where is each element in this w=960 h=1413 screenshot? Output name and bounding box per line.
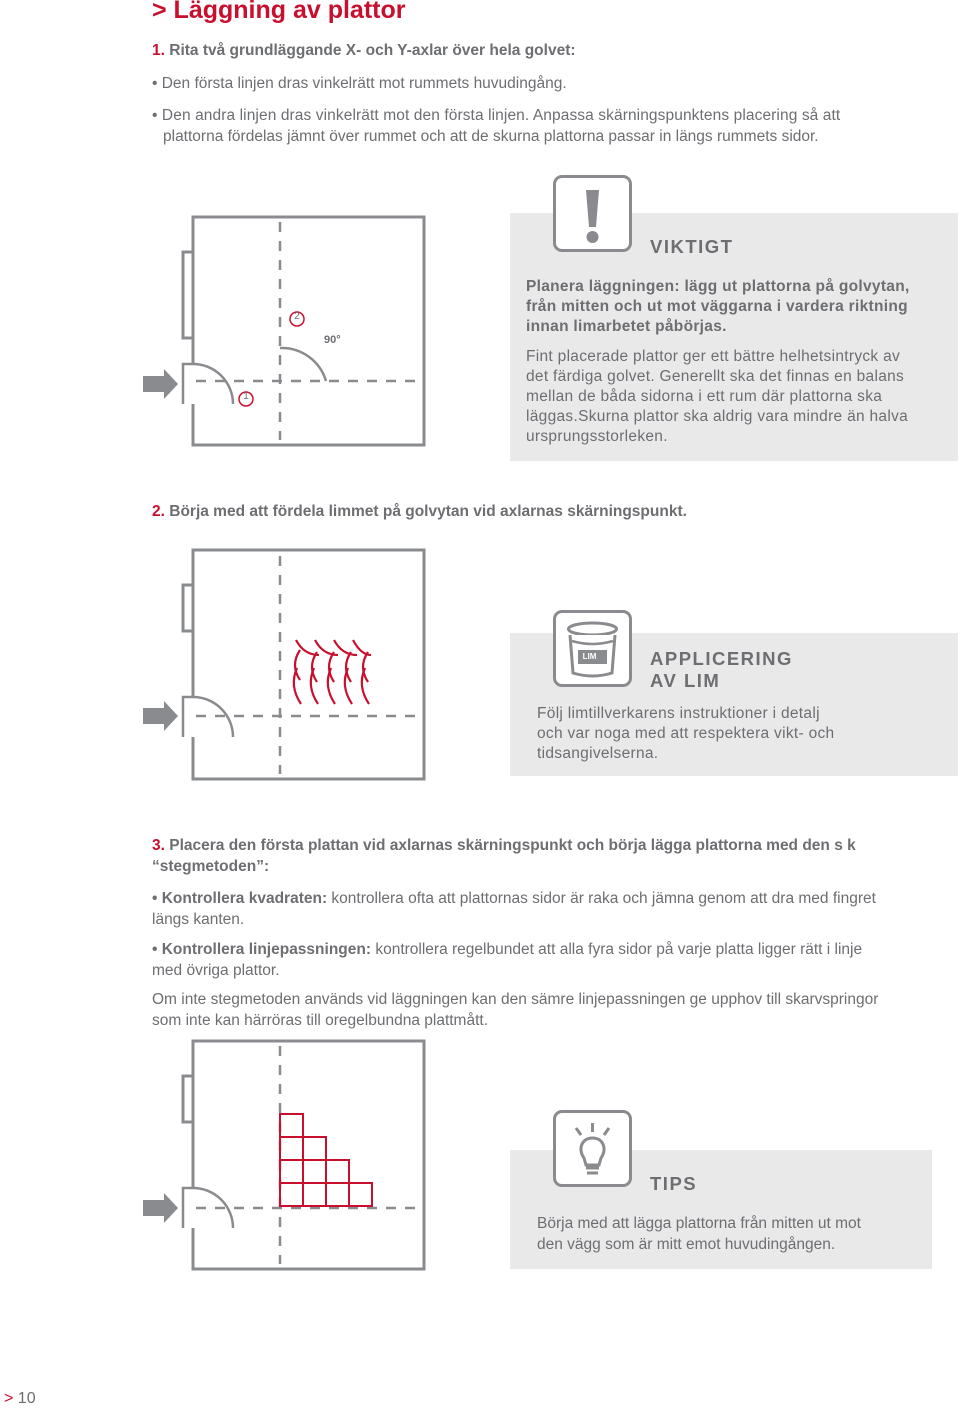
viktigt-bold-line: Planera läggningen: lägg ut plattorna på golvytan, — [526, 278, 910, 295]
tips-line: den vägg som är mitt emot huvudingången. — [537, 1236, 836, 1253]
angle-label: 90° — [324, 334, 341, 346]
step-3-number: 3. — [152, 837, 165, 854]
step-3-text: Placera den första plattan vid axlarnas skärningspunkt och börja lägga plattorna med den s k — [169, 837, 856, 854]
bullet-1-cont: längs kanten. — [152, 911, 245, 928]
step-1-text: Rita två grundläggande X- och Y-axlar över hela golvet: — [169, 42, 576, 59]
step-1-number: 1. — [152, 42, 165, 59]
tips-line: Börja med att lägga plattorna från mitten ut mot — [537, 1215, 861, 1232]
tips-heading: TIPS — [650, 1173, 698, 1194]
step-3-heading-cont: “stegmetoden”: — [152, 858, 270, 875]
applicering-line: tidsangivelserna. — [537, 745, 659, 762]
lightbulb-icon — [553, 1110, 632, 1187]
step-2-number: 2. — [152, 503, 165, 520]
bullet-2-cont: med övriga plattor. — [152, 962, 280, 979]
applicering-heading-line: APPLICERING — [650, 648, 793, 669]
step-method-tiles — [280, 1114, 372, 1206]
viktigt-heading: VIKTIGT — [650, 236, 734, 257]
step-1-bullet-2: • Den andra linjen dras vinkelrätt mot den första linjen. Anpassa skärningspunktens placering så att — [152, 107, 841, 124]
bullet-1-text: kontrollera ofta att plattornas sidor är raka och jämna genom att dra med fingret — [327, 890, 876, 907]
paragraph-line: som inte kan härröras till oregelbundna plattmått. — [152, 1012, 489, 1029]
tips-body — [537, 1213, 927, 1255]
page-number-value: 10 — [17, 1390, 36, 1407]
bullet-2-bold: • Kontrollera linjepassningen: — [152, 941, 372, 958]
viktigt-bold-line: innan limarbetet påbörjas. — [526, 318, 727, 335]
bullet-2-text: kontrollera regelbundet att alla fyra sidor på varje platta ligger rätt i linje — [371, 941, 863, 958]
paragraph-line: Om inte stegmetoden används vid läggningen kan den sämre linjepassningen ge upphov till skarvspringor — [152, 991, 879, 1008]
step-2-text: Börja med att fördela limmet på golvytan vid axlarnas skärningspunkt. — [169, 503, 687, 520]
viktigt-line: läggas.Skurna plattor ska aldrig vara mindre än halva — [526, 408, 909, 425]
page-title: > Läggning av plattor — [152, 0, 406, 24]
step-1-bullet-1: • Den första linjen dras vinkelrätt mot rummets huvudingång. — [152, 75, 567, 92]
bullet-1-bold: • Kontrollera kvadraten: — [152, 890, 328, 907]
axis-label-2: 2 — [294, 311, 300, 322]
viktigt-line: ursprungsstorleken. — [526, 428, 668, 445]
viktigt-line: mellan de båda sidorna i ett rum där plattorna ska — [526, 388, 883, 405]
viktigt-line: det färdiga golvet. Generellt ska det finnas en balans — [526, 368, 905, 385]
axis-label-1: 1 — [243, 391, 249, 402]
page-arrow: > — [4, 1390, 14, 1407]
entrance-arrow-icon — [143, 1193, 178, 1223]
applicering-line: och var noga med att respektera vikt- och — [537, 725, 835, 742]
applicering-heading-line: AV LIM — [650, 670, 721, 691]
page-number — [4, 1390, 36, 1408]
applicering-line: Följ limtillverkarens instruktioner i detalj — [537, 705, 820, 722]
viktigt-line: Fint placerade plattor ger ett bättre helhetsintryck av — [526, 348, 901, 365]
bucket-label: LIM — [582, 652, 597, 661]
step-1-bullet-2-cont: plattorna fördelas jämnt över rummet och att de skurna plattorna passar in längs rummets sidor. — [163, 128, 819, 145]
viktigt-bold-line: från mitten och ut mot väggarna i vardera riktning — [526, 298, 908, 315]
